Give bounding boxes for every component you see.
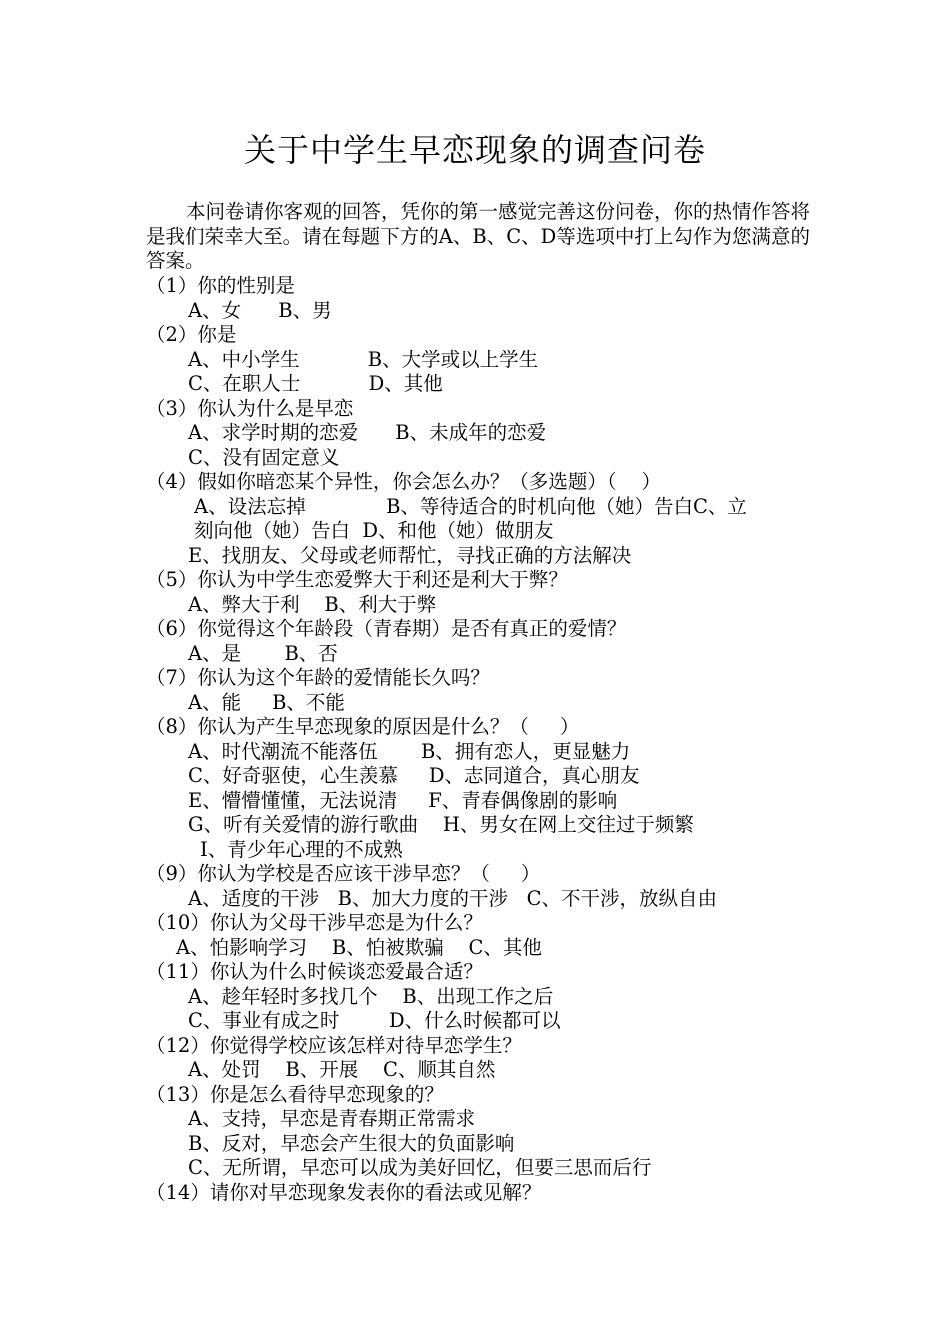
- question-line: （6）你觉得这个年龄段（青春期）是否有真正的爱情？: [146, 617, 627, 640]
- option-line: A、设法忘掉 B、等待适合的时机向他（她）告白C、立: [194, 494, 747, 518]
- option-line: 刻向他（她）告白 D、和他（她）做朋友: [194, 519, 554, 542]
- question-line: （4）假如你暗恋某个异性，你会怎么办？（多选题）（ ）: [146, 470, 661, 493]
- option-line: G、听有关爱情的游行歌曲 H、男女在网上交往过于频繁: [188, 813, 694, 836]
- intro-paragraph: [146, 200, 810, 274]
- question-line: （12）你觉得学校应该怎样对待早恋学生？: [146, 1033, 522, 1057]
- question-line: （13）你是怎么看待早恋现象的？: [146, 1082, 444, 1106]
- option-line: A、中小学生 B、大学或以上学生: [188, 347, 539, 371]
- question-line: （3）你认为什么是早恋: [146, 396, 354, 420]
- question-line: （1）你的性别是: [146, 274, 295, 297]
- option-line: A、趁年轻时多找几个 B、出现工作之后: [188, 984, 554, 1008]
- option-line: C、好奇驱使，心生羡慕 D、志同道合，真心朋友: [188, 764, 640, 787]
- option-line: A、适度的干涉 B、加大力度的干涉 C、不干涉，放纵自由: [188, 886, 718, 910]
- option-line: A、支持，早恋是青春期正常需求: [188, 1107, 476, 1130]
- option-line: A、求学时期的恋爱 B、未成年的恋爱: [188, 421, 547, 444]
- option-line: C、在职人士 D、其他: [188, 372, 443, 395]
- question-line: （5）你认为中学生恋爱弊大于利还是利大于弊？: [146, 568, 568, 591]
- option-line: A、是 B、否: [188, 641, 338, 665]
- question-line: （14）请你对早恋现象发表你的看法或见解？: [146, 1180, 542, 1204]
- option-line: B、反对，早恋会产生很大的负面影响: [188, 1131, 515, 1155]
- questionnaire-body: [146, 274, 818, 1205]
- option-line: A、处罚 B、开展 C、顺其自然: [188, 1058, 496, 1081]
- intro-text: 本问卷请你客观的回答，凭你的第一感觉完善这份问卷，你的热情作答将是我们荣幸大至。请在每题下方的A、B、C、D等选项中打上勾作为您满意的答案。: [146, 200, 811, 272]
- question-line: （8）你认为产生早恋现象的原因是什么？（ ）: [146, 715, 580, 738]
- option-line: A、怕影响学习 B、怕被欺骗 C、其他: [176, 935, 542, 959]
- option-line: A、时代潮流不能落伍 B、拥有恋人，更显魅力: [188, 739, 631, 763]
- option-line: I、青少年心理的不成熟: [200, 837, 403, 861]
- option-line: A、女 B、男: [188, 298, 332, 322]
- question-line: （10）你认为父母干涉早恋是为什么？: [146, 911, 483, 934]
- option-line: A、能 B、不能: [188, 690, 345, 714]
- question-line: （11）你认为什么时候谈恋爱最合适？: [146, 960, 483, 983]
- option-line: E、懵懵懂懂，无法说清 F、青春偶像剧的影响: [188, 788, 618, 812]
- option-line: C、没有固定意义: [188, 445, 340, 469]
- option-line: E、找朋友、父母或老师帮忙，寻找正确的方法解决: [188, 543, 632, 567]
- option-line: C、无所谓，早恋可以成为美好回忆，但要三思而后行: [188, 1156, 652, 1179]
- option-line: A、弊大于利 B、利大于弊: [188, 592, 437, 616]
- document-title: 关于中学生早恋现象的调查问卷: [243, 131, 706, 169]
- option-line: C、事业有成之时 D、什么时候都可以: [188, 1009, 561, 1032]
- question-line: （9）你认为学校是否应该干涉早恋？（ ）: [146, 862, 541, 885]
- question-line: （7）你认为这个年龄的爱情能长久吗？: [146, 666, 490, 689]
- question-line: （2）你是: [146, 323, 237, 346]
